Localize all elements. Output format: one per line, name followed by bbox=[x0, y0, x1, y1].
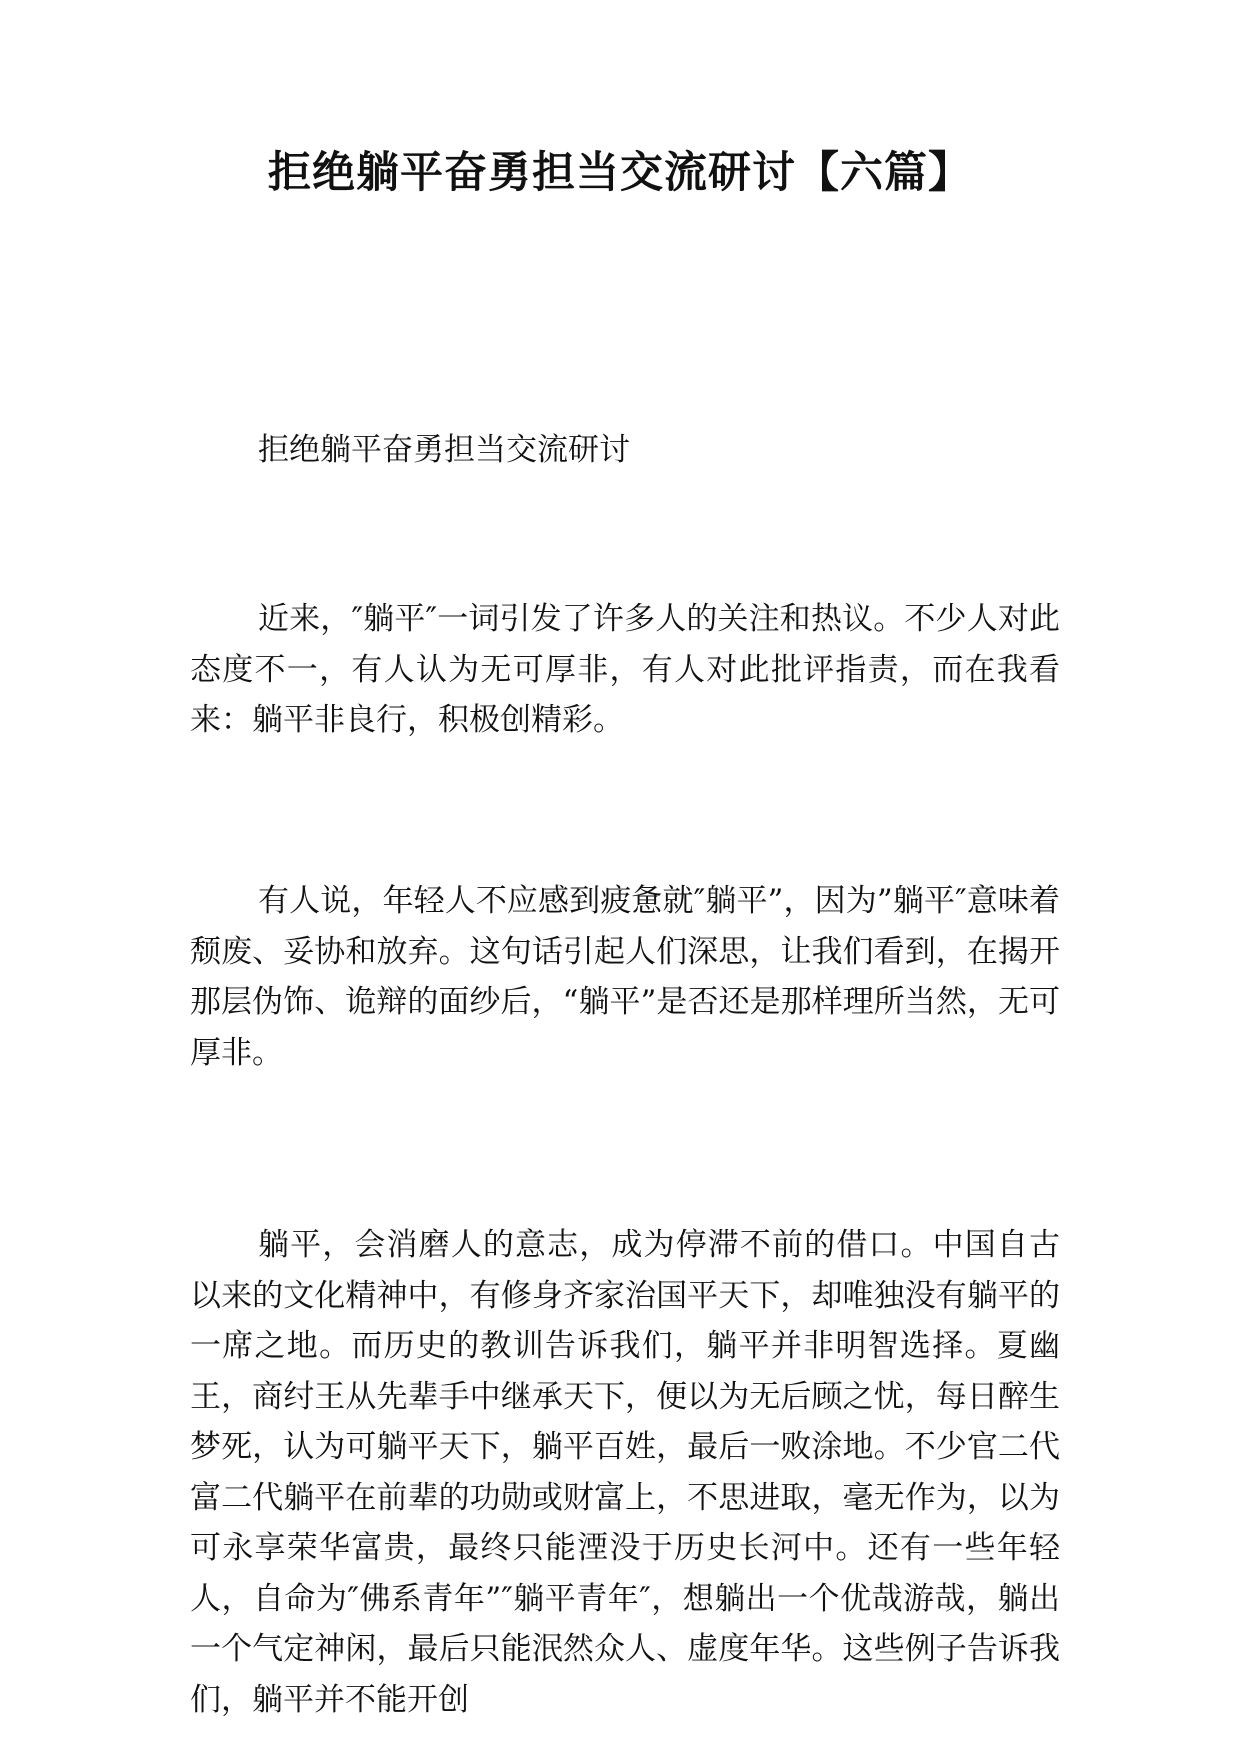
document-title: 拒绝躺平奋勇担当交流研讨【六篇】 bbox=[268, 148, 972, 198]
section-heading: 拒绝躺平奋勇担当交流研讨 bbox=[258, 432, 630, 468]
paragraph-2: 有人说，年轻人不应感到疲惫就″躺平”，因为”躺平″意味着颓废、妥协和放弃。这句话引起人们深思，让我们看到，在揭开那层伪饰、诡辩的面纱后，“躺平”是否还是那样理所当然，无可厚非。 bbox=[190, 883, 1060, 1071]
paragraph-1: 近来，″躺平″一词引发了许多人的关注和热议。不少人对此态度不一，有人认为无可厚非，有人对此批评指责，而在我看来：躺平非良行，积极创精彩。 bbox=[190, 601, 1060, 738]
paragraph-3: 躺平，会消磨人的意志，成为停滞不前的借口。中国自古以来的文化精神中，有修身齐家治国平天下，却唯独没有躺平的一席之地。而历史的教训告诉我们，躺平并非明智选择。夏幽王，商纣王从先辈手中继承天下，便以为无后顾之忧，每日醉生梦死，认为可躺平天下，躺平百姓，最后一败涂地。不少官二代富二代躺平在前辈的功勋或财富上，不思进取，毫无作为，以为可永享荣华富贵，最终只能湮没于历史长河中。还有一些年轻人，自命为″佛系青年”″躺平青年″，想躺出一个优哉游哉，躺出一个气定神闲，最后只能泯然众人、虚度年华。这些例子告诉我们，躺平并不能开创 bbox=[190, 1227, 1060, 1718]
